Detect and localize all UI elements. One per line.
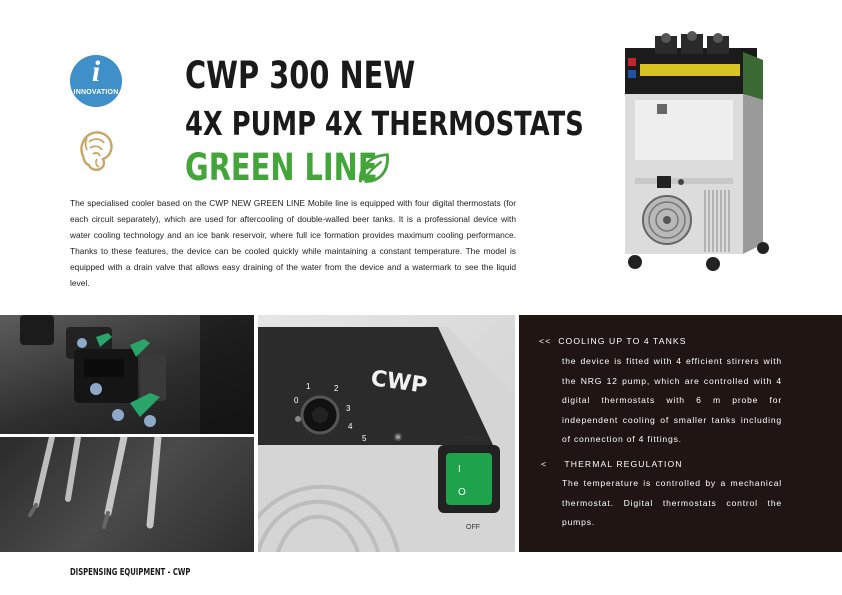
- dial-number-0: 0: [294, 396, 299, 405]
- dial-number-3: 3: [346, 404, 351, 413]
- cooler-product-image: [595, 30, 785, 280]
- green-leaf-icon: [355, 150, 393, 188]
- dial-number-1: 1: [306, 382, 311, 391]
- feature-1-prefix: <<: [539, 336, 552, 346]
- switch-i-label: I: [458, 464, 461, 475]
- dial-number-2: 2: [334, 384, 339, 393]
- info-i-icon: i: [91, 55, 101, 88]
- switch-off-label: OFF: [466, 524, 480, 531]
- dial-number-4: 4: [348, 422, 353, 431]
- switch-on-label: ON: [464, 436, 475, 443]
- dial-number-5: 5: [362, 434, 367, 443]
- footer-section-label: DISPENSING EQUIPMENT - CWP: [70, 567, 191, 578]
- control-panel-photo: [258, 315, 515, 552]
- green-line-title: GREEN LINE: [185, 146, 378, 189]
- feature-1-heading: COOLING UP TO 4 TANKS: [558, 336, 687, 346]
- thermostats-photo: [0, 315, 254, 434]
- features-panel: [519, 315, 842, 552]
- probes-photo: [0, 437, 254, 552]
- feature-thermal-body: The temperature is controlled by a mechanical thermostat. Digital thermostats control the pumps.: [562, 478, 782, 528]
- brand-label: CWP: [369, 366, 429, 399]
- lion-logo-icon: [75, 126, 117, 172]
- feature-2-heading: THERMAL REGULATION: [564, 459, 683, 469]
- innovation-label: INNOVATION: [73, 89, 119, 96]
- switch-o-label: O: [458, 487, 466, 498]
- product-title: CWP 300 NEW: [185, 54, 416, 97]
- feature-cooling-heading: [539, 336, 687, 346]
- product-description: The specialised cooler based on the CWP NEW GREEN LINE Mobile line is equipped with four digital thermostats (for each circuit separately), which are used for aftercooling of double-walled beer tanks. It is a professional device with water cooling technology and an ice bank reservoir, where full ice formation provides maximum cooling performance. Thanks to these features, the device can be cooled quickly while maintaining a constant temperature. The model is equipped with a drain valve that allows easy draining of the water from the device and a watermark to see the liquid level.: [70, 198, 516, 288]
- feature-cooling-body: the device is fitted with 4 efficient stirrers with the NRG 12 pump, which are controlled with 4 digital thermostats with 6 m probe for independent cooling of smaller tanks including of connection of 4 fittings.: [562, 356, 782, 445]
- product-subtitle: 4X PUMP 4X THERMOSTATS: [185, 104, 584, 143]
- feature-2-prefix: <: [541, 459, 548, 469]
- feature-thermal-heading: [541, 459, 683, 469]
- innovation-badge: [70, 55, 122, 107]
